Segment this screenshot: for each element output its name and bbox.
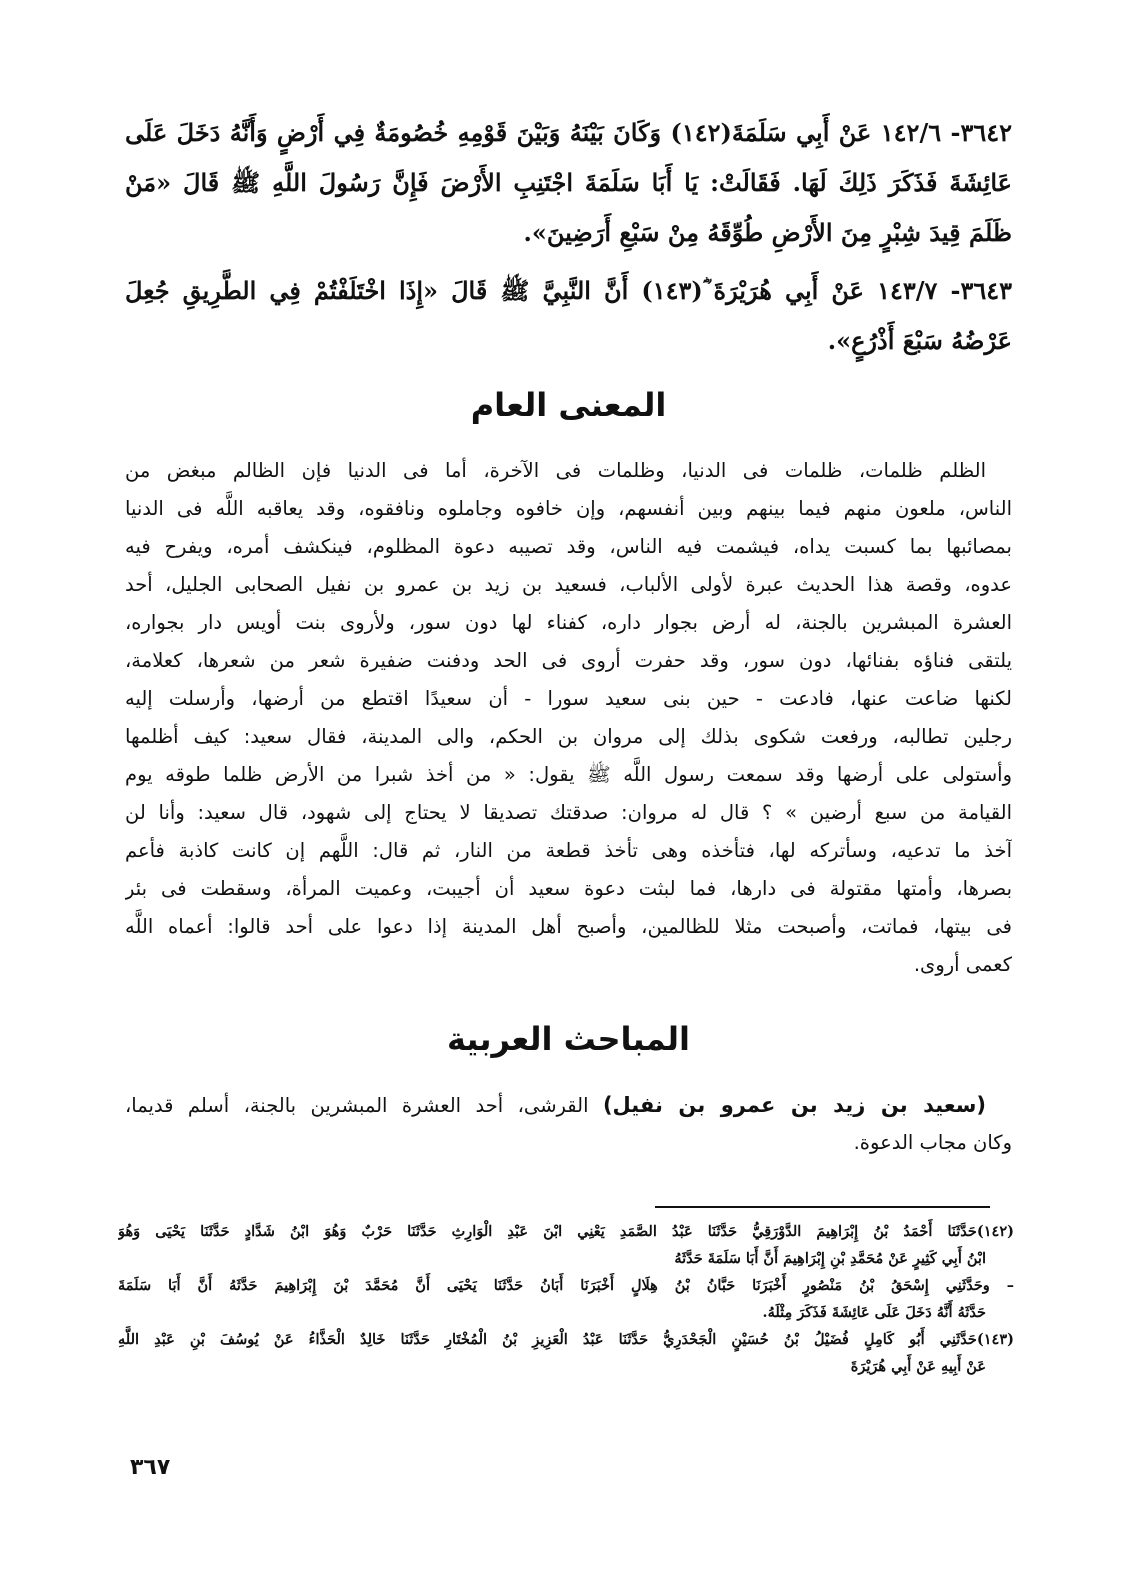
hadith-line: ظَلَمَ قِيدَ شِبْرٍ مِنَ الأَرْضِ طُوِّقَهُ مِنْ سَبْعِ أَرَضِينَ». xyxy=(523,218,1012,247)
footnotes xyxy=(118,1218,1014,1380)
footnote-line: (١٤٣)حَدَّثَنِي أَبُو كَامِلٍ فُضَيْلُ بْنُ حُسَيْنٍ الْجَحْدَرِيُّ حَدَّثَنَا عَبْدُ الْعَزِيزِ بْنُ الْمُخْتَارِ حَدَّثَنَا خَالِدٌ الْحَذَّاءُ عَنْ يُوسُفَ بْنِ عَبْدِ اللَّهِ xyxy=(118,1331,1014,1348)
paragraph-line: الظلم ظلمات، ظلمات فى الدنيا، وظلمات فى الآخرة، أما فى الدنيا فإن الظالم مبغض من xyxy=(125,459,986,482)
hadith-line: عَائِشَةَ فَذَكَرَ ذَلِكَ لَهَا. فَقَالَتْ: يَا أَبَا سَلَمَةَ اجْتَنِبِ الأَرْضَ فَإِنَّ رَسُولَ اللَّهِ ﷺ قَالَ «مَنْ xyxy=(125,168,1012,197)
paragraph-line xyxy=(125,1086,1012,1124)
footnote-line: ابْنُ أَبِي كَثِيرٍ عَنْ مُحَمَّدِ بْنِ إِبْرَاهِيمَ أَنَّ أَبَا سَلَمَةَ حَدَّثَهُ xyxy=(674,1250,986,1267)
footnote-line: عَنْ أَبِيهِ عَنْ أَبِي هُرَيْرَةَ xyxy=(850,1358,986,1375)
hadith-3642 xyxy=(125,108,1012,258)
hadith-3643 xyxy=(125,266,1012,366)
paragraph-line: كعمى أروى. xyxy=(913,953,1012,976)
paragraph-line: لكنها ضاعت عنها، فادعت - حين بنى سعيد سورا - أن سعيدًا اقتطع من أرضها، وأرسلت إليه xyxy=(125,687,1012,710)
paragraph-line: القيامة من سبع أرضين » ؟ قال له مروان: صدقتك تصديقا لا يحتاج إلى شهود، قال سعيد: وأنا لن xyxy=(125,801,1012,824)
paragraph-line: العشرة المبشرين بالجنة، له أرض بجوار داره، كفناء لها دون سور، ولأروى بنت أويس دار بجواره، xyxy=(125,611,1012,634)
page-number: ٣٦٧ xyxy=(130,1455,171,1480)
paragraph-line: رجلين تطالبه، ورفعت شكوى بذلك إلى مروان بن الحكم، والى المدينة، فقال سعيد: كيف أظلمها xyxy=(125,725,1012,748)
paragraph-line: بمصائبها بما كسبت يداه، فيشمت فيه الناس، وقد تصيبه دعوة المظلوم، فينكشف أمره، ويفرح فيه xyxy=(125,535,1012,558)
footnote-line: – وحَدَّثَنِي إِسْحَقُ بْنُ مَنْصُورٍ أَخْبَرَنَا حَبَّانُ بْنُ هِلَالٍ أَخْبَرَنَا أَبَانُ حَدَّثَنَا يَحْيَى أَنَّ مُحَمَّدَ بْنَ إِبْرَاهِيمَ حَدَّثَهُ أَنَّ أَبَا سَلَمَةَ xyxy=(118,1277,1014,1294)
page-body xyxy=(125,108,1012,1162)
hadith-line: عَرْضُهُ سَبْعَ أَذْرُعٍ». xyxy=(827,326,1012,355)
hadith-line: ٣٦٤٢- ١٤٢/٦ عَنْ أَبِي سَلَمَةَ(١٤٢) وَكَانَ بَيْنَهُ وَبَيْنَ قَوْمِهِ خُصُومَةٌ فِي أَرْضٍ وَأَنَّهُ دَخَلَ عَلَى xyxy=(125,118,1012,147)
paragraph-line: وأستولى على أرضها وقد سمعت رسول اللَّه ﷺ يقول: « من أخذ شبرا من الأرض ظلما طوقه يوم xyxy=(125,763,1012,786)
defined-term: (سعيد بن زيد بن عمرو بن نفيل) xyxy=(602,1093,986,1117)
paragraph-line: آخذ ما تدعيه، وسأتركه لها، فتأخذه وهى تأخذ قطعة من النار، ثم قال: اللَّهم إن كانت كاذبة فأعم xyxy=(125,839,1012,862)
paragraph-line: الناس، ملعون منهم فيما بينهم وبين أنفسهم، وإن خافوه وجاملوه ونافقوه، وقد يعاقبه اللَّه فى الدنيا xyxy=(125,497,1012,520)
hadith-line: ٣٦٤٣- ١٤٣/٧ عَنْ أَبِي هُرَيْرَةَ ؓ(١٤٣) أَنَّ النَّبِيَّ ﷺ قَالَ «إِذَا اخْتَلَفْتُمْ فِي الطَّرِيقِ جُعِلَ xyxy=(125,276,1012,305)
arabic-discussions-paragraph xyxy=(125,1086,1012,1162)
general-meaning-paragraph xyxy=(125,452,1012,984)
footnote-line: حَدَّثَهُ أَنَّهُ دَخَلَ عَلَى عَائِشَةَ فَذَكَرَ مِثْلَهُ. xyxy=(762,1304,986,1321)
paragraph-line: بصرها، وأمتها مقتولة فى دارها، فما لبثت دعوة سعيد أن أجيبت، وعميت المرأة، وسقطت فى بئر xyxy=(125,877,1012,900)
footnote-line: (١٤٢)حَدَّثَنَا أَحْمَدُ بْنُ إِبْرَاهِيمَ الدَّوْرَقِيُّ حَدَّثَنَا عَبْدُ الصَّمَدِ يَعْنِي ابْنَ عَبْدِ الْوَارِثِ حَدَّثَنَا حَرْبٌ وَهُوَ ابْنُ شَدَّادٍ حَدَّثَنَا يَحْيَى وَهُوَ xyxy=(118,1223,1014,1240)
section-heading-general-meaning: المعنى العام xyxy=(470,386,667,424)
paragraph-line: عدوه، وقصة هذا الحديث عبرة لأولى الألباب، فسعيد بن زيد بن عمرو بن نفيل الصحابى الجليل، أحد xyxy=(125,573,1012,596)
term-definition: القرشى، أحد العشرة المبشرين بالجنة، أسلم قديما، xyxy=(125,1094,603,1117)
paragraph-line: وكان مجاب الدعوة. xyxy=(853,1131,1012,1154)
footnote-divider xyxy=(655,1206,990,1208)
paragraph-line: يلتقى فناؤه بفنائها، دون سور، وقد حفرت أروى فى الحد ودفنت ضفيرة شعر من شعرها، كعلامة، xyxy=(125,649,1012,672)
section-heading-arabic-discussions: المباحث العربية xyxy=(446,1020,691,1058)
paragraph-line: فى بيتها، فماتت، وأصبحت مثلا للظالمين، وأصبح أهل المدينة إذا دعوا على أحد قالوا: أعماه اللَّه xyxy=(125,915,1012,938)
